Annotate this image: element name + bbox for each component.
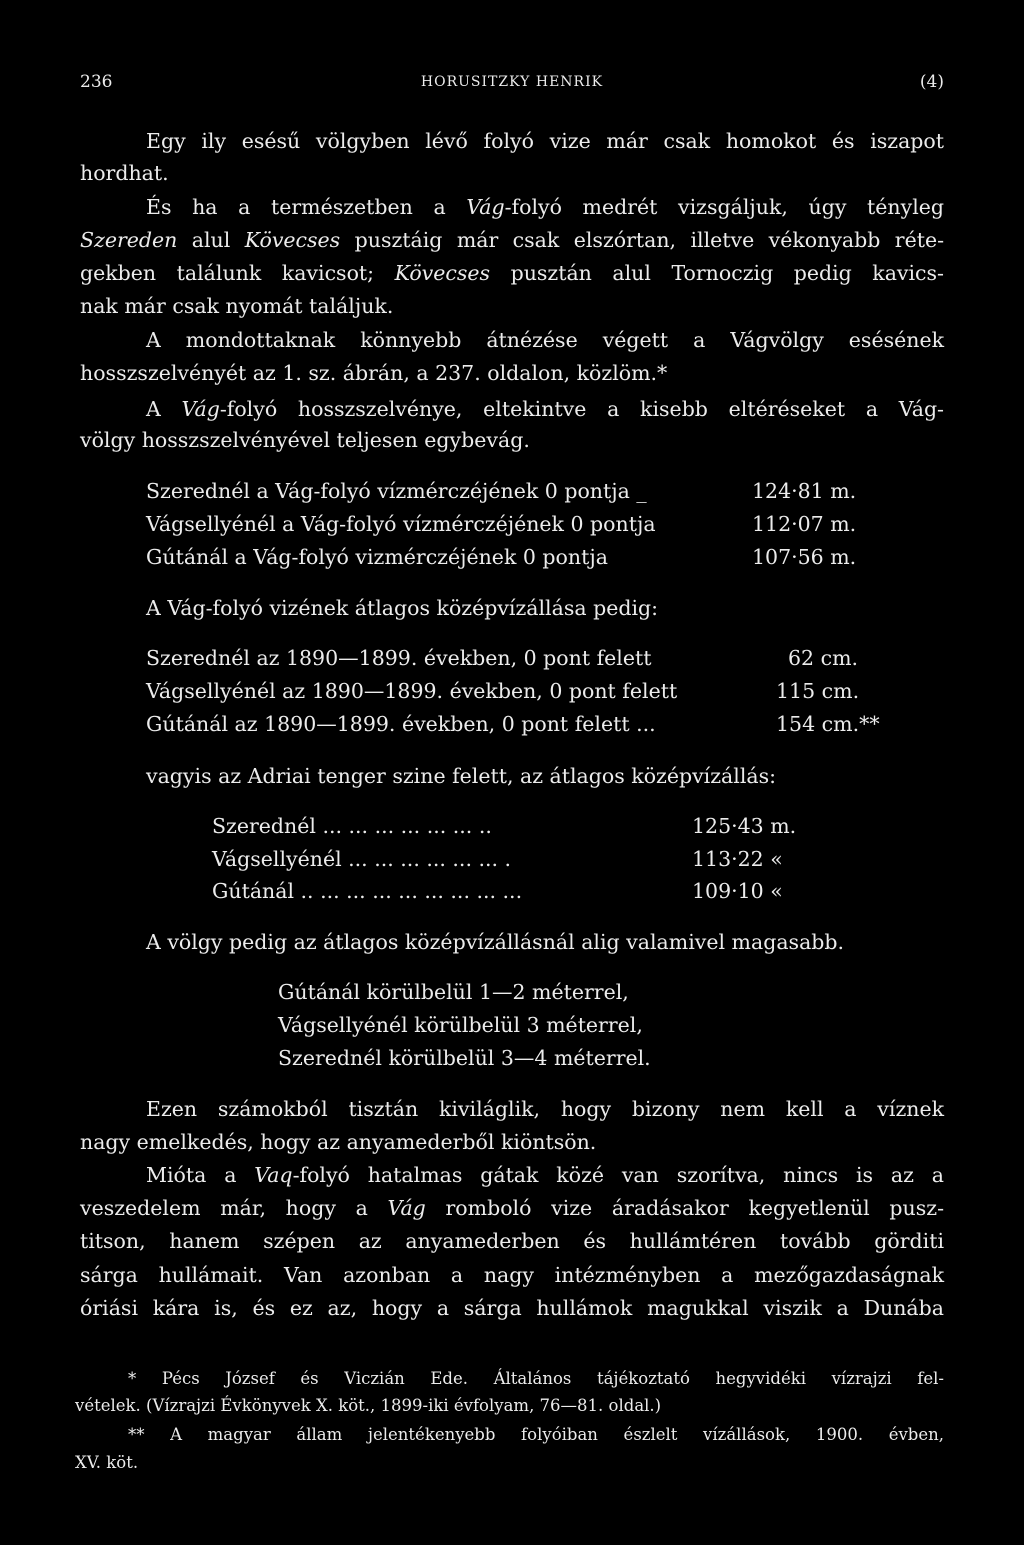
page-header bbox=[80, 72, 944, 100]
page-number: 236 bbox=[80, 72, 113, 92]
body-line: sárga hullámait. Van azonban a nagy intézményben a mezőgazdaságnak bbox=[80, 1263, 944, 1287]
body-line: gekben találunk kavicsot; Kövecses pusztán alul Tornoczig pedig kavics- bbox=[80, 261, 944, 285]
sea-level-label: Szerednél ... ... ... ... ... ... .. bbox=[212, 814, 492, 838]
sea-level-label: Vágsellyénél ... ... ... ... ... ... . bbox=[212, 847, 512, 871]
gauge-value: 112·07 m. bbox=[752, 512, 857, 536]
footnote-line: ** A magyar állam jelentékenyebb folyóiban észlelt vízállások, 1900. évben, bbox=[128, 1425, 944, 1444]
body-line: Szereden alul Kövecses pusztáig már csak elszórtan, illetve vékonyabb réte- bbox=[80, 228, 944, 252]
sea-level-value: 125·43 m. bbox=[692, 814, 797, 838]
footnote-line: vételek. (Vízrajzi Évkönyvek X. köt., 1899-iki évfolyam, 76—81. oldal.) bbox=[75, 1396, 662, 1415]
body-line: veszedelem már, hogy a Vág romboló vize áradásakor kegyetlenül pusz- bbox=[80, 1196, 945, 1220]
gauge-value: 107·56 m. bbox=[752, 545, 857, 569]
mean-label: Szerednél az 1890—1899. években, 0 pont felett bbox=[146, 646, 652, 670]
body-line: nak már csak nyomát találjuk. bbox=[80, 294, 394, 318]
mean-value: 154 cm.** bbox=[776, 712, 880, 736]
body-line: nagy emelkedés, hogy az anyamederből kiöntsön. bbox=[80, 1130, 597, 1154]
height-line: Gútánál körülbelül 1—2 méterrel, bbox=[278, 980, 629, 1004]
gauge-value: 124·81 m. bbox=[752, 479, 857, 503]
body-line: hordhat. bbox=[80, 161, 169, 185]
body-line: És ha a természetben a Vág-folyó medrét vizsgáljuk, úgy tényleg bbox=[146, 195, 944, 219]
body-line: Egy ily esésű völgyben lévő folyó vize már csak homokot és iszapot bbox=[146, 129, 944, 153]
footnote-line: * Pécs József és Viczián Ede. Általános tájékoztató hegyvidéki vízrajzi fel- bbox=[128, 1369, 944, 1388]
footnote-line: XV. köt. bbox=[75, 1453, 139, 1472]
sea-level-label: Gútánál .. ... ... ... ... ... ... ... ... bbox=[212, 879, 523, 903]
gauge-label: Szerednél a Vág-folyó vízmérczéjének 0 pontja _ bbox=[146, 479, 647, 503]
gauge-label: Gútánál a Vág-folyó vizmérczéjének 0 pontja bbox=[146, 545, 608, 569]
body-line: A mondottaknak könnyebb átnézése végett a Vágvölgy esésének bbox=[146, 328, 944, 352]
body-line: vagyis az Adriai tenger szine felett, az átlagos középvízállás: bbox=[146, 764, 777, 788]
sea-level-value: 113·22 « bbox=[692, 847, 783, 871]
body-line: A Vág-folyó vizének átlagos középvízállása pedig: bbox=[146, 596, 659, 620]
running-title: HORUSITZKY HENRIK bbox=[420, 74, 604, 90]
body-line: völgy hosszszelvényével teljesen egybevág. bbox=[80, 428, 530, 452]
mean-label: Vágsellyénél az 1890—1899. években, 0 pont felett bbox=[146, 679, 678, 703]
mean-value: 115 cm. bbox=[776, 679, 860, 703]
mean-value: 62 cm. bbox=[788, 646, 859, 670]
height-line: Vágsellyénél körülbelül 3 méterrel, bbox=[278, 1013, 643, 1037]
height-line: Szerednél körülbelül 3—4 méterrel. bbox=[278, 1046, 651, 1070]
body-line: hosszszelvényét az 1. sz. ábrán, a 237. oldalon, közlöm.* bbox=[80, 361, 668, 385]
chapter-number: (4) bbox=[919, 72, 944, 92]
gauge-label: Vágsellyénél a Vág-folyó vízmérczéjének 0 pontja bbox=[146, 512, 656, 536]
sea-level-value: 109·10 « bbox=[692, 879, 783, 903]
body-line: A völgy pedig az átlagos középvízállásnál alig valamivel magasabb. bbox=[146, 930, 845, 954]
body-line: óriási kára is, és ez az, hogy a sárga hullámok magukkal viszik a Dunába bbox=[80, 1296, 944, 1320]
mean-label: Gútánál az 1890—1899. években, 0 pont felett ... bbox=[146, 712, 656, 736]
body-line: Mióta a Vaq-folyó hatalmas gátak közé van szorítva, nincs is az a bbox=[146, 1163, 944, 1187]
body-line: Ezen számokból tisztán kiviláglik, hogy bizony nem kell a víznek bbox=[146, 1097, 944, 1121]
body-line: A Vág-folyó hosszszelvénye, eltekintve a kisebb eltéréseket a Vág- bbox=[146, 397, 944, 421]
body-line: titson, hanem szépen az anyamederben és hullámtéren tovább görditi bbox=[80, 1229, 944, 1253]
